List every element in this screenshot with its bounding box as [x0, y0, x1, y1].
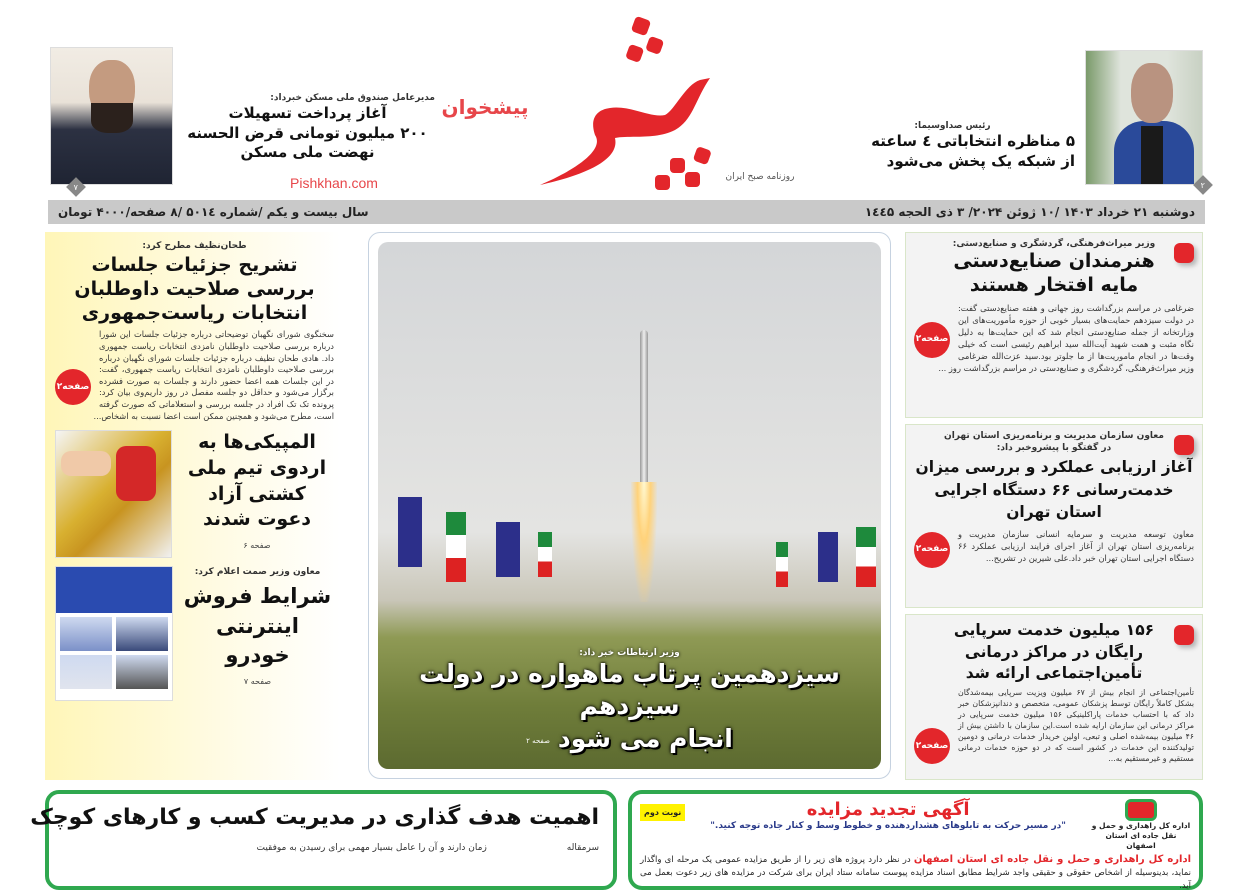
headline[interactable]: سیزدهمین پرتاب ماهواره در دولت سیزدهم [419, 658, 840, 720]
car-sales-photo [55, 566, 173, 701]
issue-info: سال بیست و یکم /شماره ۵۰۱٤ /۸ صفحه/۴۰۰۰ تومان [58, 205, 369, 219]
masthead-logo [535, 10, 715, 195]
kicker: رئیس صداوسیما: [914, 121, 991, 131]
bullet-icon [1174, 243, 1194, 263]
story-body-container [914, 688, 1194, 764]
auction-ad[interactable] [628, 790, 1203, 890]
info-bar [48, 200, 1205, 224]
headline[interactable]: ۲۰۰ میلیون تومانی قرض الحسنه [187, 123, 428, 142]
headline[interactable]: آغاز پرداخت تسهیلات [228, 104, 387, 123]
story-body-container [914, 528, 1194, 564]
headline[interactable]: ۵ مناظره انتخاباتی ٤ ساعته [871, 132, 1075, 151]
bullet-icon [1174, 435, 1194, 455]
story-body: معاون توسعه مدیریت و سرمایه انسانی سازمان مدیریت و برنامه‌ریزی استان تهران از آغاز اجرای فرایند ارزیابی عملکرد ۶۶ دستگاه اجرایی استان تهران خبر داد.علی شیرین در تشریح... [958, 528, 1194, 563]
news-box[interactable] [905, 232, 1203, 418]
ad-slogan: "در مسیر حرکت به تابلوهای هشداردهنده و خطوط وسط و کنار جاده توجه کنید." [710, 820, 1066, 831]
kicker: معاون وزیر صمت اعلام کرد: [194, 567, 321, 578]
left-story-1[interactable] [55, 240, 334, 422]
news-box[interactable] [905, 424, 1203, 608]
page-number-badge: ۷ [66, 177, 86, 197]
headline[interactable]: آغاز ارزیابی عملکرد و بررسی میزان خدمت‌رسانی ۶۶ دستگاه اجرایی استان تهران [915, 458, 1193, 522]
official-photo-left [50, 47, 173, 185]
news-box[interactable] [905, 614, 1203, 780]
org-logo-caption: اداره کل راهداری و حمل و نقل جاده ای استان اصفهان [1091, 821, 1191, 850]
headline[interactable]: از شبکه یک پخش می‌شود [886, 151, 1075, 170]
watermark: پیشخوان [441, 95, 529, 119]
headline[interactable]: شرایط فروش اینترنتی خودرو [183, 584, 332, 668]
masthead-tagline: روزنامه صبح ایران [725, 172, 795, 182]
issue-date: دوشنبه ۲۱ خرداد ۱۴۰۳ /۱۰ ژوئن ۲۰۲۴/ ۳ ذی الحجه ۱٤٤۵ [864, 205, 1195, 219]
left-column [45, 232, 340, 780]
story-body-container [914, 302, 1194, 374]
page-ref-badge[interactable]: صفحه۲ [914, 532, 950, 568]
watermark-url: Pishkhan.com [290, 175, 378, 191]
headline[interactable]: انجام می شود [557, 723, 733, 753]
headline[interactable]: ۱۵۶ میلیون خدمت سرپایی رایگان در مراکز درمانی تأمین‌اجتماعی ارائه شد [953, 621, 1155, 683]
page-ref-badge[interactable]: صفحه۲ [55, 369, 91, 405]
logo-icon [535, 10, 715, 195]
ad-title: آگهی تجدید مزایده [806, 799, 970, 820]
ad-org: اداره کل راهداری و حمل و نقل جاده ای استان اصفهان [913, 854, 1192, 866]
kicker: معاون سازمان مدیریت و برنامه‌ریزی استان تهران در گفتگو با پیشروخبر داد: [944, 431, 1164, 454]
kicker: وزیر میراث‌فرهنگی، گردشگری و صنایع‌دستی: [952, 239, 1156, 249]
editorial-label: سرمقاله [566, 842, 599, 853]
satellite-launch-photo [378, 242, 881, 769]
story-body: ضرغامی در مراسم بزرگداشت روز جهانی و هفته صنایع‌دستی گفت: در دولت سیزدهم حمایت‌های بسیار خوبی از حوزه مأموریت‌های این وزارتخانه از جمله صنایع‌دستی انجام شد که این حمایت‌ها به دلیل نگاه مثبت و همت شهید آیت‌الله سید ابراهیم رئیسی است که خیلی وقت‌ها در انجام ماموریت‌ها از ما جلوتر بود.سید عزت‌الله ضرغامی وزیر میراث‌فرهنگی، گردشگری و صنایع‌دستی در مراسم بزرگداشت روز ... [938, 302, 1194, 373]
ad-body: در نظر دارد پروژه های زیر را از طریق مزایده عمومی یک مرحله ای واگذار نماید، بدینوسیله از اشخاص حقوقی و حقیقی واجد شرایط مطابق اسناد مزایده پیوست سامانه ستاد ایران برای شرکت در مزایده های زیر دعوت بعمل می آید. [640, 855, 1191, 891]
story-body: سخنگوی شورای نگهبان توضیحاتی درباره جزئیات جلسات این شورا درباره بررسی صلاحیت داوطلبان نامزدی انتخابات ریاست جمهوری داد. هادی طحان نظیف درباره جزئیات جلسات شورای نگهبان درباره بررسی صلاحیت داوطلبان نامزدی انتخابات ریاست جمهوری، گفت: در این جلسات همه اعضا حضور دارند و جلسات به صورت فشرده برگزار می‌شود و حداقل دو جلسه مفصل در روز داریم‌وی بیان کرد: پرونده تک تک افراد در جلسه بررسی و استعلاماتی که صورت گرفته است، مطرح می‌شود و همچنین ممکن است اعضا نسبت به اشخاص... [93, 329, 334, 421]
story-body-container [55, 329, 334, 422]
page-ref: صفحه ۲ [526, 737, 550, 745]
editorial-headline[interactable]: اهمیت هدف گذاری در مدیریت کسب و کارهای کوچک [30, 805, 599, 830]
road-org-logo-icon [1125, 799, 1157, 821]
page-ref: صفحه ۷ [243, 676, 272, 686]
ad-round-badge: نوبت دوم [640, 804, 685, 821]
story-body: تأمین‌اجتماعی از انجام بیش از ۶۷ میلیون ویزیت سرپایی بیمه‌شدگان بشکل کاملاً رایگان توسط پزشکان عمومی، متخصص و دندانپزشکان خبر داد که با احتساب خدمات پاراکلینیکی ۱۵۶ میلیون خدمت سرپایی در مراکز درمانی این سازمان ارایه شده است.این سازمان با داشتن بیش از ۴۶ میلیون بیمه‌شده اصلی و تبعی، اولین خریدار خدمات درمانی و دومین تولیدکننده این خدمات در کشور است که در دو حوزه خدمات درمانی مستقیم و غیرمستقیم به... [958, 688, 1194, 763]
left-story-3[interactable] [55, 566, 334, 701]
headline[interactable]: هنرمندان صنایع‌دستی مایه افتخار هستند [953, 250, 1155, 296]
headline[interactable]: نهضت ملی مسکن [240, 143, 375, 162]
official-photo-right [1085, 50, 1203, 185]
kicker: وزیر ارتباطات خبر داد: [579, 647, 680, 658]
editorial-body: زمان دارند و آن را عامل بسیار مهمی برای رسیدن به موفقیت [256, 842, 487, 853]
page-ref-badge[interactable]: صفحه۲ [914, 322, 950, 358]
kicker: مدیرعامل صندوق ملی مسکن خبرداد: [270, 93, 435, 103]
kicker: طحان‌نظیف مطرح کرد: [142, 241, 247, 251]
editorial-box[interactable] [30, 790, 617, 890]
page-ref-badge[interactable]: صفحه۲ [914, 728, 950, 764]
bullet-icon [1174, 625, 1194, 645]
left-story-2[interactable] [55, 430, 334, 558]
page-ref: صفحه ۶ [243, 540, 271, 550]
headline[interactable]: المپیکی‌ها به اردوی تیم ملی کشتی آزاد دعوت شدند [187, 431, 327, 531]
wrestling-photo [55, 430, 172, 558]
lead-story[interactable] [368, 232, 891, 779]
page-number-badge: ۲ [1193, 175, 1213, 195]
headline[interactable]: تشریح جزئیات جلسات بررسی صلاحیت داوطلبان انتخابات ریاست‌جمهوری [74, 254, 315, 324]
